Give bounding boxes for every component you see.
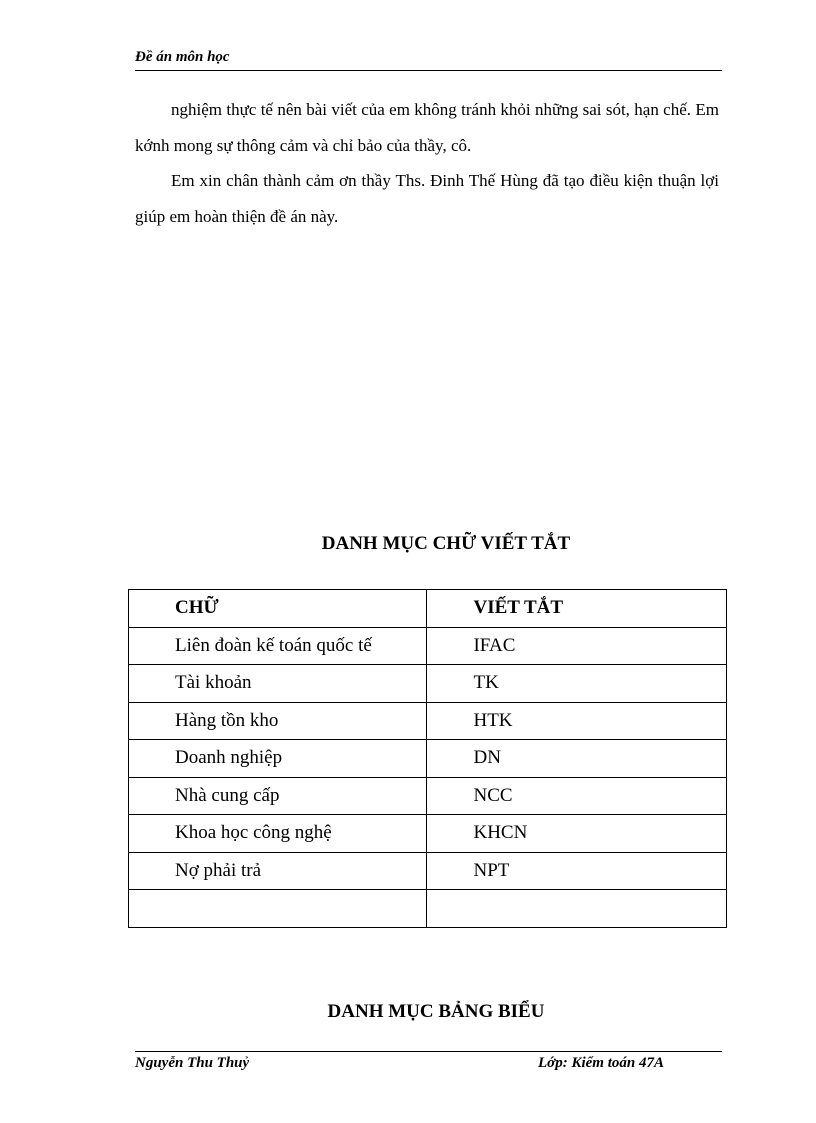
cell-word: Liên đoàn kế toán quốc tế [129, 627, 427, 665]
cell-word: Nhà cung cấp [129, 777, 427, 815]
table-header-row [129, 590, 727, 628]
table-row [129, 702, 727, 740]
cell-abbreviation: IFAC [427, 627, 727, 665]
table-row [129, 777, 727, 815]
table-row [129, 890, 727, 928]
footer-divider [135, 1051, 722, 1052]
cell-abbreviation [427, 890, 727, 928]
cell-word [129, 890, 427, 928]
cell-abbreviation: DN [427, 740, 727, 778]
footer-class: Lớp: Kiểm toán 47A [538, 1055, 664, 1071]
table-row [129, 627, 727, 665]
cell-word: Doanh nghiệp [129, 740, 427, 778]
table-row [129, 740, 727, 778]
cell-abbreviation: HTK [427, 702, 727, 740]
cell-abbreviation: KHCN [427, 815, 727, 853]
footer-author: Nguyễn Thu Thuỷ [135, 1055, 250, 1071]
cell-abbreviation: TK [427, 665, 727, 703]
paragraph: Em xin chân thành cảm ơn thầy Ths. Đinh Thế Hùng đã tạo điều kiện thuận lợi giúp em hoàn thiện đề án này. [135, 171, 719, 226]
abbreviations-title: DANH MỤC CHỮ VIẾT TẮT [321, 533, 571, 554]
cell-word: Tài khoản [129, 665, 427, 703]
cell-abbreviation: NPT [427, 852, 727, 890]
cell-word: Khoa học công nghệ [129, 815, 427, 853]
cell-word: Nợ phải trả [129, 852, 427, 890]
table-row [129, 665, 727, 703]
tables-list-title: DANH MỤC BẢNG BIỂU [327, 1001, 545, 1022]
column-header-word: CHỮ [129, 590, 427, 628]
cell-abbreviation: NCC [427, 777, 727, 815]
paragraph: nghiệm thực tế nên bài viết của em không tránh khỏi những sai sót, hạn chế. Em kớnh mong sự thông cảm và chỉ bảo của thầy, cô. [135, 100, 719, 155]
abbreviations-table [128, 589, 727, 928]
cell-word: Hàng tồn kho [129, 702, 427, 740]
table-row [129, 852, 727, 890]
header-divider [135, 70, 722, 71]
table-row [129, 815, 727, 853]
column-header-abbreviation: VIẾT TẮT [427, 590, 727, 628]
body-text [135, 92, 719, 234]
page-header-title: Đề án môn học [135, 49, 230, 65]
